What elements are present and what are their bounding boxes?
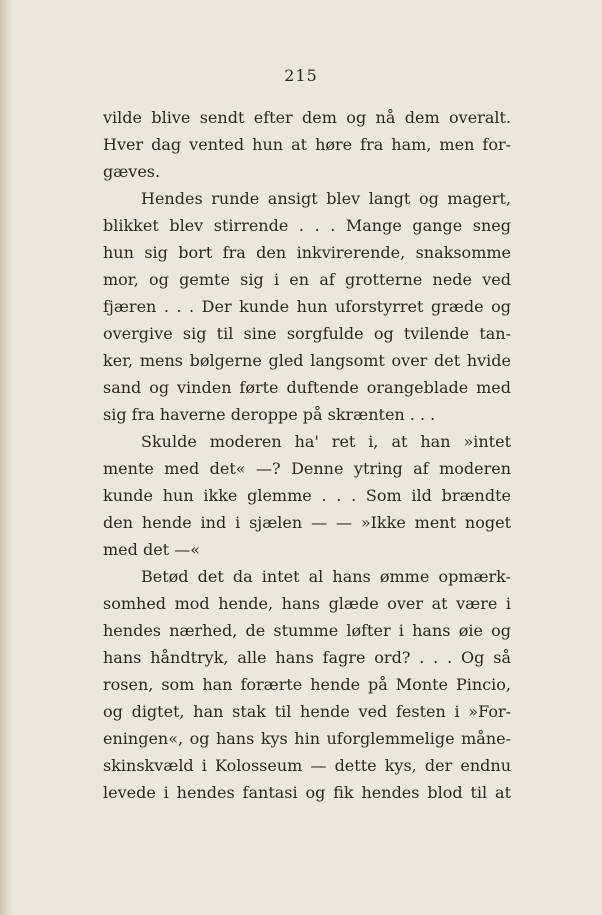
text-line: Skulde moderen ha' ret i, at han »intet xyxy=(141,432,511,451)
text-line: hans håndtryk, alle hans fagre ord? . . . Og så xyxy=(103,648,511,667)
text-line: sig fra haverne deroppe på skrænten . . . xyxy=(103,405,436,424)
text-line: Hendes runde ansigt blev langt og magert, xyxy=(141,189,511,208)
text-line: fjæren . . . Der kunde hun uforstyrret græde og xyxy=(103,297,511,316)
text-line: og digtet, han stak til hende ved festen i »For- xyxy=(103,702,511,721)
text-line: overgive sig til sine sorgfulde og tvilende tan- xyxy=(103,324,511,343)
text-line: gæves. xyxy=(103,162,161,181)
text-line: vilde blive sendt efter dem og nå dem overalt. xyxy=(103,108,511,127)
page-number: 215 xyxy=(284,66,318,85)
text-line: levede i hendes fantasi og fik hendes blod til at xyxy=(103,783,511,802)
text-line: ker, mens bølgerne gled langsomt over det hvide xyxy=(103,351,511,370)
text-line: hendes nærhed, de stumme løfter i hans øie og xyxy=(103,621,511,640)
text-line: somhed mod hende, hans glæde over at være i xyxy=(103,594,511,613)
text-line: eningen«, og hans kys hin uforglemmelige måne- xyxy=(103,729,511,748)
text-line: Hver dag vented hun at høre fra ham, men for- xyxy=(103,135,511,154)
text-line: Betød det da intet al hans ømme opmærk- xyxy=(141,567,511,586)
text-line: kunde hun ikke glemme . . . Som ild brændte xyxy=(103,486,511,505)
text-line: den hende ind i sjælen — — »Ikke ment noget xyxy=(103,513,511,532)
text-line: rosen, som han forærte hende på Monte Pincio, xyxy=(103,675,511,694)
text-line: mente med det« —? Denne ytring af moderen xyxy=(103,459,511,478)
text-line: hun sig bort fra den inkvirerende, snaksomme xyxy=(103,243,511,262)
text-line: sand og vinden førte duftende orangeblade med xyxy=(103,378,511,397)
text-line: mor, og gemte sig i en af grotterne nede ved xyxy=(103,270,511,289)
body-text xyxy=(103,104,511,806)
page-binding-edge xyxy=(0,0,14,915)
text-line: skinskvæld i Kolosseum — dette kys, der endnu xyxy=(103,756,511,775)
text-line: med det —« xyxy=(103,540,200,559)
text-line: blikket blev stirrende . . . Mange gange sneg xyxy=(103,216,511,235)
